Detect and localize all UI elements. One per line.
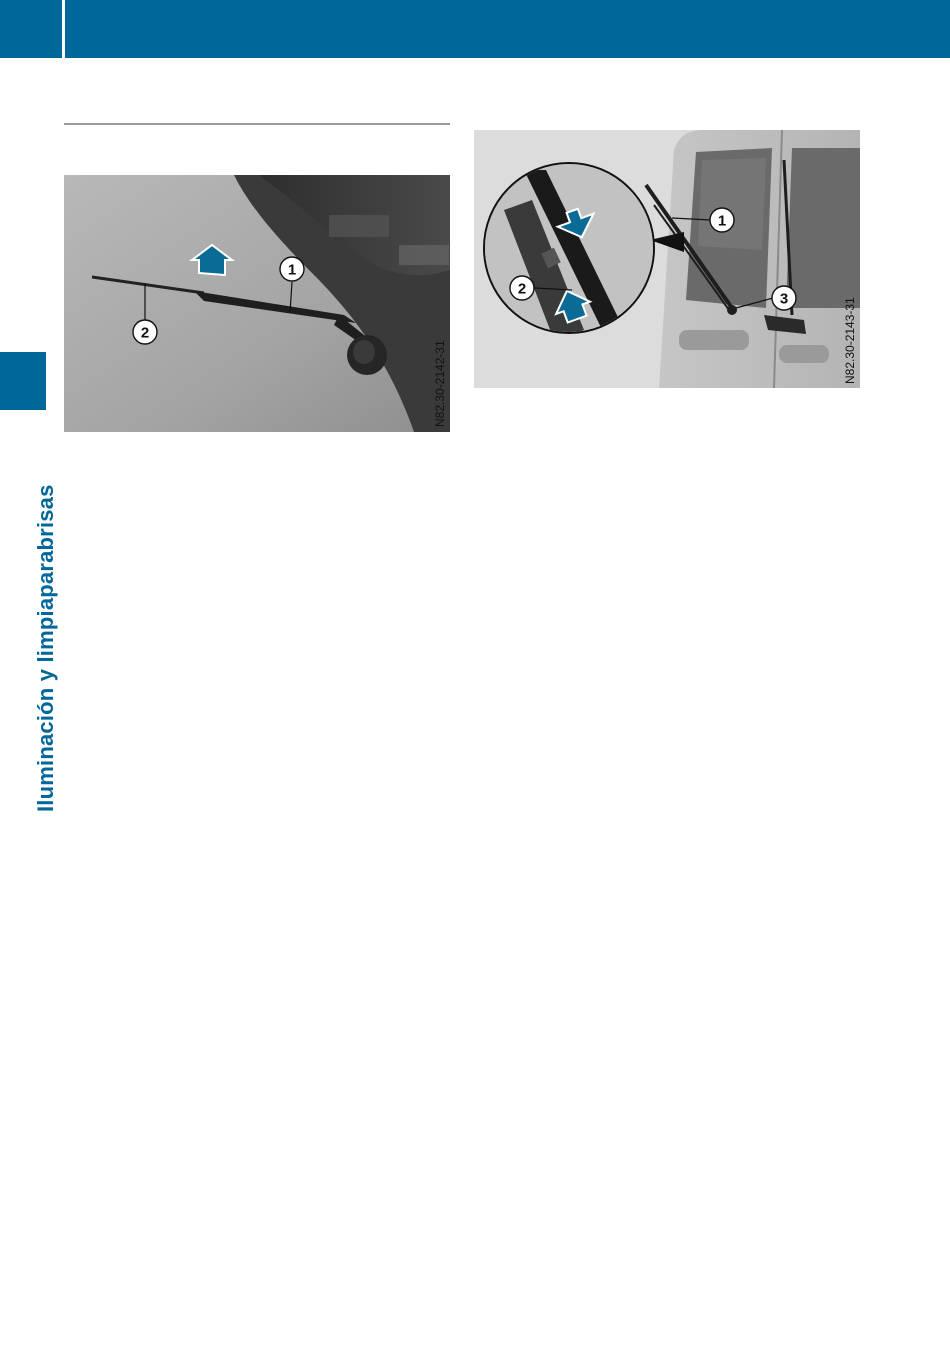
callout-3-label: 3 [779,290,789,308]
figure-1-code: N82.30-2142-31 [433,340,447,427]
figure-1-illustration [64,175,450,432]
callout-2-label: 2 [140,324,150,342]
handle-right [779,345,829,363]
callout-2-label: 2 [517,280,527,298]
interior-detail-2 [399,245,449,265]
header-bar [0,0,950,58]
header-divider [62,0,65,58]
figure-2-illustration [474,130,860,388]
section-rule [64,123,450,125]
interior-detail [329,215,389,237]
figure-rear-wiper-arm [64,175,450,432]
callout-1-label: 1 [287,261,297,279]
callout-1-label: 1 [717,212,727,230]
chapter-tab-marker [0,352,46,410]
handle-left [679,330,749,350]
chapter-title: Iluminación y limpiaparabrisas [33,484,58,812]
figure-rear-door-wiper [474,130,860,388]
right-window [786,148,860,308]
figure-2-code: N82.30-2143-31 [843,297,857,384]
